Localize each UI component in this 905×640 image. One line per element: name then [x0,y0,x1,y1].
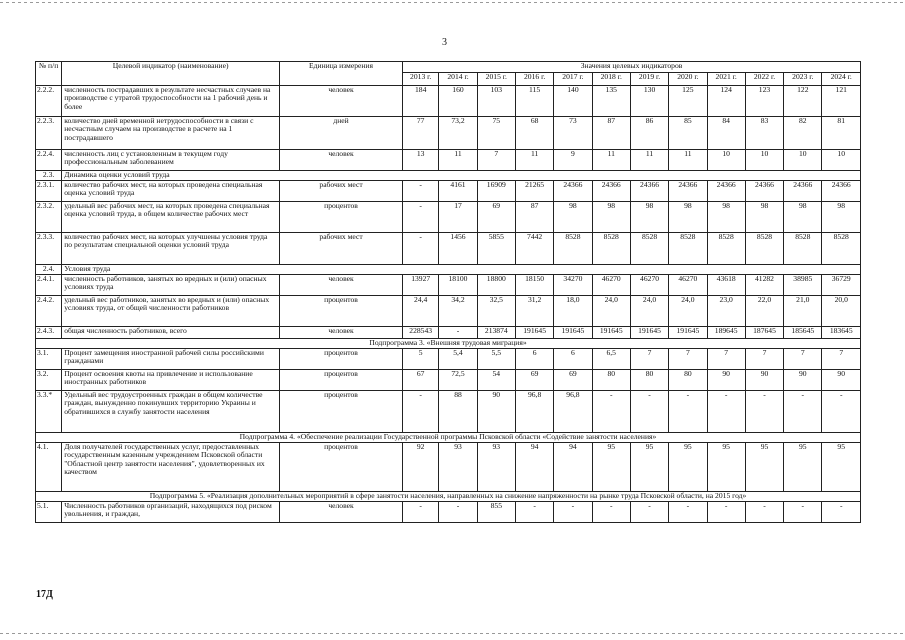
value-cell: - [707,391,745,433]
value-cell: - [707,502,745,523]
unit-cell: процентов [280,391,403,433]
row-number: 2.4.1. [36,275,62,296]
value-cell: - [822,502,861,523]
value-cell: 8528 [669,233,707,265]
page-number: 3 [442,37,447,48]
value-cell: 95 [630,443,668,492]
value-cell: 6 [554,349,592,370]
value-cell: 7 [745,349,783,370]
value-cell: 36729 [822,275,861,296]
value-cell: 191645 [669,327,707,339]
value-cell: 122 [784,86,822,117]
value-cell: 7 [477,150,515,171]
value-cell: 32,5 [477,296,515,327]
header-values: Значения целевых индикаторов [403,62,861,73]
table-row [36,296,861,327]
value-cell: 98 [707,202,745,233]
value-cell: 8528 [822,233,861,265]
value-cell: 228543 [403,327,439,339]
scan-edge-bottom [0,633,905,634]
value-cell: 8528 [592,233,630,265]
value-cell: 6 [515,349,553,370]
row-number: 2.2.3. [36,117,62,150]
unit-cell: дней [280,117,403,150]
indicator-name: Численность работников организаций, находящихся под риском увольнения, и граждан, [62,502,280,523]
value-cell: 46270 [630,275,668,296]
value-cell: 13927 [403,275,439,296]
indicator-name: численность лиц с установленным в текущем году профессиональным заболеванием [62,150,280,171]
row-number: 2.4.3. [36,327,62,339]
value-cell: 8528 [745,233,783,265]
value-cell: 90 [784,370,822,391]
header-year: 2016 г. [515,73,553,86]
value-cell: 16909 [477,181,515,202]
value-cell: 187645 [745,327,783,339]
value-cell: 191645 [630,327,668,339]
table-row [36,86,861,117]
value-cell: 11 [592,150,630,171]
value-cell: 80 [669,370,707,391]
header-num: № п/п [36,62,62,86]
unit-cell: человек [280,502,403,523]
value-cell: - [745,502,783,523]
value-cell: 191645 [515,327,553,339]
value-cell: - [403,202,439,233]
value-cell: 83 [745,117,783,150]
value-cell: - [669,391,707,433]
row-number: 2.2.4. [36,150,62,171]
value-cell: 72,5 [439,370,477,391]
value-cell: 18150 [515,275,553,296]
header-name: Целевой индикатор (наименование) [62,62,280,86]
value-cell: 95 [745,443,783,492]
value-cell: 24366 [592,181,630,202]
value-cell: 184 [403,86,439,117]
indicator-name: Доля получателей государственных услуг, предоставленных государственным казенным учреждением Псковской области "Областной центр занятости населения", удовлетворенных их качеством [62,443,280,492]
value-cell: 67 [403,370,439,391]
table-row [36,275,861,296]
unit-cell: человек [280,150,403,171]
unit-cell: человек [280,86,403,117]
value-cell: 121 [822,86,861,117]
value-cell: 9 [554,150,592,171]
value-cell: 54 [477,370,515,391]
value-cell: 24366 [630,181,668,202]
header-year: 2024 г. [822,73,861,86]
value-cell: 213874 [477,327,515,339]
value-cell: 123 [745,86,783,117]
value-cell: 23,0 [707,296,745,327]
table-row [36,370,861,391]
indicator-name: количество дней временной нетрудоспособности в связи с несчастным случаем на производстве в расчете на 1 пострадавшего [62,117,280,150]
value-cell: 46270 [669,275,707,296]
row-number: 3.2. [36,370,62,391]
value-cell: 98 [554,202,592,233]
section-row [36,339,861,349]
table-row [36,327,861,339]
table-row [36,233,861,265]
value-cell: - [630,391,668,433]
value-cell: 46270 [592,275,630,296]
value-cell: 125 [669,86,707,117]
value-cell: 77 [403,117,439,150]
value-cell: 31,2 [515,296,553,327]
value-cell: 80 [630,370,668,391]
value-cell: 21,0 [784,296,822,327]
value-cell: 124 [707,86,745,117]
value-cell: 183645 [822,327,861,339]
value-cell: 38985 [784,275,822,296]
table-row [36,349,861,370]
value-cell: - [669,502,707,523]
value-cell: 98 [592,202,630,233]
row-number: 2.4. [36,265,62,275]
header-year: 2023 г. [784,73,822,86]
value-cell: - [592,391,630,433]
value-cell: 90 [477,391,515,433]
value-cell: 10 [822,150,861,171]
section-title: Подпрограмма 3. «Внешняя трудовая миграция» [36,339,861,349]
value-cell: 11 [439,150,477,171]
footer-mark: 17Д [36,589,53,600]
value-cell: 5,4 [439,349,477,370]
value-cell: - [403,391,439,433]
table-row [36,150,861,171]
header-year: 2018 г. [592,73,630,86]
value-cell: 1456 [439,233,477,265]
indicator-name: удельный вес работников, занятых во вредных и (или) опасных условиях труда, от общей численности работников [62,296,280,327]
value-cell: 73 [554,117,592,150]
value-cell: 95 [707,443,745,492]
header-row [36,62,861,73]
value-cell: 18,0 [554,296,592,327]
row-number: 3.3.* [36,391,62,433]
row-number: 5.1. [36,502,62,523]
group-row [36,265,861,275]
value-cell: 75 [477,117,515,150]
value-cell: 191645 [592,327,630,339]
row-number: 2.3.1. [36,181,62,202]
value-cell: 95 [784,443,822,492]
unit-cell: человек [280,275,403,296]
table-row [36,391,861,433]
value-cell: 8528 [784,233,822,265]
value-cell: 24,4 [403,296,439,327]
value-cell: 85 [669,117,707,150]
row-number: 2.3.2. [36,202,62,233]
group-title: Условия труда [62,265,861,275]
value-cell: 5 [403,349,439,370]
value-cell: 21265 [515,181,553,202]
value-cell: 7 [669,349,707,370]
value-cell: 90 [707,370,745,391]
value-cell: 84 [707,117,745,150]
value-cell: 855 [477,502,515,523]
value-cell: - [784,391,822,433]
value-cell: 185645 [784,327,822,339]
value-cell: 24366 [554,181,592,202]
header-unit: Единица измерения [280,62,403,86]
group-row [36,171,861,181]
value-cell: - [554,502,592,523]
value-cell: 92 [403,443,439,492]
unit-cell: процентов [280,296,403,327]
value-cell: 87 [515,202,553,233]
value-cell: 7 [707,349,745,370]
section-row [36,433,861,443]
value-cell: - [515,502,553,523]
value-cell: 24366 [822,181,861,202]
value-cell: - [403,233,439,265]
value-cell: 13 [403,150,439,171]
header-year: 2020 г. [669,73,707,86]
value-cell: 88 [439,391,477,433]
value-cell: 24,0 [592,296,630,327]
value-cell: 11 [515,150,553,171]
table-row [36,502,861,523]
value-cell: 7442 [515,233,553,265]
unit-cell: рабочих мест [280,233,403,265]
value-cell: 80 [592,370,630,391]
value-cell: 24,0 [630,296,668,327]
group-title: Динамика оценки условий труда [62,171,861,181]
unit-cell: человек [280,327,403,339]
indicator-name: Процент освоения квоты на привлечение и использование иностранных работников [62,370,280,391]
value-cell: 11 [630,150,668,171]
row-number: 4.1. [36,443,62,492]
header-year: 2019 г. [630,73,668,86]
indicator-name: количество рабочих мест, на которых улучшены условия труда по результатам специальной оценки условий труда [62,233,280,265]
value-cell: 140 [554,86,592,117]
value-cell: 24366 [784,181,822,202]
value-cell: 24366 [707,181,745,202]
value-cell: 69 [477,202,515,233]
header-year: 2022 г. [745,73,783,86]
value-cell: - [745,391,783,433]
value-cell: - [439,327,477,339]
value-cell: 7 [630,349,668,370]
indicators-table [35,61,861,523]
value-cell: 130 [630,86,668,117]
header-year: 2017 г. [554,73,592,86]
indicator-name: Удельный вес трудоустроенных граждан в общем количестве граждан, вынужденно покинувших территорию Украины и обратившихся в службу занятости населения [62,391,280,433]
indicator-name: удельный вес рабочих мест, на которых проведена специальная оценка условий труда, в общем количестве рабочих мест [62,202,280,233]
value-cell: 5855 [477,233,515,265]
value-cell: 6,5 [592,349,630,370]
scan-edge-top [0,2,905,3]
value-cell: 160 [439,86,477,117]
value-cell: 41282 [745,275,783,296]
value-cell: - [630,502,668,523]
value-cell: - [784,502,822,523]
section-title: Подпрограмма 5. «Реализация дополнительных мероприятий в сфере занятости населения, направленных на снижение напряженности на рынке труда Псковской области, на 2015 год» [36,492,861,502]
value-cell: 96,8 [515,391,553,433]
indicator-name: численность пострадавших в результате несчастных случаев на производстве с утратой трудоспособности на 1 рабочий день и более [62,86,280,117]
table-body [36,62,861,523]
value-cell: 90 [745,370,783,391]
unit-cell: процентов [280,202,403,233]
table-row [36,202,861,233]
value-cell: 10 [707,150,745,171]
unit-cell: рабочих мест [280,181,403,202]
value-cell: 98 [669,202,707,233]
value-cell: 34270 [554,275,592,296]
value-cell: 4161 [439,181,477,202]
indicator-name: численность работников, занятых во вредных и (или) опасных условиях труда [62,275,280,296]
value-cell: - [403,502,439,523]
unit-cell: процентов [280,370,403,391]
value-cell: - [439,502,477,523]
value-cell: 87 [592,117,630,150]
header-year: 2021 г. [707,73,745,86]
value-cell: 95 [669,443,707,492]
value-cell: 43618 [707,275,745,296]
value-cell: 81 [822,117,861,150]
value-cell: 191645 [554,327,592,339]
value-cell: 93 [439,443,477,492]
row-number: 2.2.2. [36,86,62,117]
value-cell: 82 [784,117,822,150]
value-cell: 34,2 [439,296,477,327]
value-cell: 189645 [707,327,745,339]
value-cell: 10 [745,150,783,171]
value-cell: 20,0 [822,296,861,327]
value-cell: 98 [630,202,668,233]
table-row [36,117,861,150]
value-cell: 24366 [669,181,707,202]
indicator-name: количество рабочих мест, на которых проведена специальная оценка условий труда [62,181,280,202]
value-cell: 18800 [477,275,515,296]
value-cell: 5,5 [477,349,515,370]
row-number: 2.3. [36,171,62,181]
value-cell: 7 [822,349,861,370]
row-number: 2.3.3. [36,233,62,265]
value-cell: - [403,181,439,202]
value-cell: 10 [784,150,822,171]
section-title: Подпрограмма 4. «Обеспечение реализации Государственной программы Псковской области «Содействие занятости населения» [36,433,861,443]
row-number: 3.1. [36,349,62,370]
value-cell: 7 [784,349,822,370]
value-cell: 94 [554,443,592,492]
table-row [36,181,861,202]
value-cell: 22,0 [745,296,783,327]
value-cell: 8528 [554,233,592,265]
value-cell: 68 [515,117,553,150]
unit-cell: процентов [280,349,403,370]
value-cell: 73,2 [439,117,477,150]
value-cell: 24366 [745,181,783,202]
indicator-name: Процент замещения иностранной рабочей силы российскими гражданами [62,349,280,370]
header-year: 2013 г. [403,73,439,86]
value-cell: 98 [822,202,861,233]
value-cell: 24,0 [669,296,707,327]
value-cell: 8528 [707,233,745,265]
value-cell: 96,8 [554,391,592,433]
value-cell: 98 [745,202,783,233]
value-cell: 69 [554,370,592,391]
value-cell: 69 [515,370,553,391]
header-year: 2015 г. [477,73,515,86]
value-cell: 98 [784,202,822,233]
value-cell: 8528 [630,233,668,265]
section-row [36,492,861,502]
value-cell: 18100 [439,275,477,296]
value-cell: 95 [822,443,861,492]
header-year: 2014 г. [439,73,477,86]
value-cell: 93 [477,443,515,492]
value-cell: 86 [630,117,668,150]
value-cell: 94 [515,443,553,492]
value-cell: 115 [515,86,553,117]
value-cell: 11 [669,150,707,171]
table-row [36,443,861,492]
value-cell: 103 [477,86,515,117]
value-cell: 90 [822,370,861,391]
value-cell: - [822,391,861,433]
value-cell: 95 [592,443,630,492]
row-number: 2.4.2. [36,296,62,327]
unit-cell: процентов [280,443,403,492]
indicator-name: общая численность работников, всего [62,327,280,339]
value-cell: 17 [439,202,477,233]
value-cell: - [592,502,630,523]
value-cell: 135 [592,86,630,117]
